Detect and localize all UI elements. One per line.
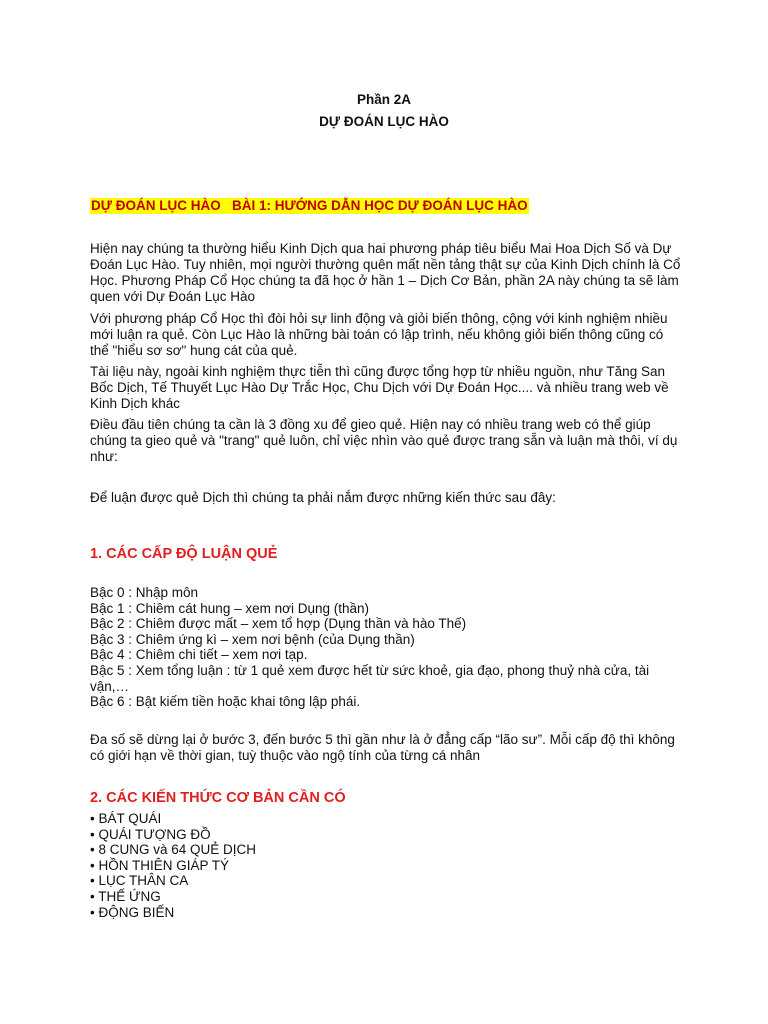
list-item: Bậc 3 : Chiêm ứng kì – xem nơi bệnh (của Dụng thần) xyxy=(90,631,415,647)
part-label: Phần 2A xyxy=(356,92,411,107)
list-item: Bậc 0 : Nhập môn xyxy=(90,585,199,600)
list-item: • HỒN THIÊN GIÁP TÝ xyxy=(90,857,230,873)
paragraph: Đa số sẽ dừng lại ở bước 3, đến bước 5 thì gần như là ở đẳng cấp “lão sư”. Mỗi cấp độ thì không có giới hạn về thời gian, tuỳ thuộc vào ngộ tính của từng cá nhân xyxy=(90,732,675,763)
list-item: • QUÁI TƯỢNG ĐỒ xyxy=(90,826,211,842)
levels-list xyxy=(90,585,660,710)
paragraph: Điều đầu tiên chúng ta cần là 3 đồng xu để gieo quẻ. Hiện nay có nhiều trang web có thể giúp chúng ta gieo quẻ và "trang" quẻ luôn, chỉ việc nhìn vào quẻ được trang sẵn và luận mà thôi, ví dụ như: xyxy=(90,417,678,464)
list-item: • ĐỘNG BIẾN xyxy=(90,904,175,920)
list-item: Bậc 6 : Bật kiếm tiền hoặc khai tông lập phái. xyxy=(90,694,361,710)
paragraph: Để luận được quẻ Dịch thì chúng ta phải nắm được những kiến thức sau đây: xyxy=(90,490,556,505)
section-heading: 2. CÁC KIẾN THỨC CƠ BẢN CẦN CÓ xyxy=(90,790,346,806)
lesson-heading: DỰ ĐOÁN LỤC HÀO BÀI 1: HƯỚNG DẪN HỌC DỰ ĐOÁN LỤC HÀO xyxy=(91,198,528,213)
paragraph: Với phương pháp Cổ Học thì đòi hỏi sự linh động và giỏi biến thông, cộng với kinh nghiệm nhiều mới luận ra quẻ. Còn Lục Hào là những bài toán có lập trình, nếu không giỏi biến thông cũng có thể "hiểu sơ sơ" hung cát của quẻ. xyxy=(90,311,668,358)
list-item: Bậc 2 : Chiêm được mất – xem tổ hợp (Dụng thần và hào Thế) xyxy=(90,616,467,632)
list-item: • LỤC THÂN CA xyxy=(90,873,189,889)
section-heading: 1. CÁC CẤP ĐỘ LUẬN QUẺ xyxy=(90,546,278,562)
list-item: • THẾ ỨNG xyxy=(90,888,161,904)
paragraph: Tài liệu này, ngoài kinh nghiệm thực tiễn thì cũng được tổng hợp từ nhiều nguồn, như Tăng San Bốc Dịch, Tế Thuyết Lục Hào Dự Trắc Học, Chu Dịch với Dự Đoán Học.... và nhiều trang web về Kinh Dịch khác xyxy=(90,364,669,411)
list-item: Bậc 5 : Xem tổng luận : từ 1 quẻ xem được hết từ sức khoẻ, gia đạo, phong thuỷ nhà cửa, tài vận,… xyxy=(90,662,650,694)
paragraph: Hiện nay chúng ta thường hiểu Kinh Dịch qua hai phương pháp tiêu biểu Mai Hoa Dịch Số và Dự Đoán Lục Hào. Tuy nhiên, mọi người thường quên mất nền tảng thật sự của Kinh Dịch chính là Cổ Học. Phương Pháp Cổ Học chúng ta đã học ở hần 1 – Dịch Cơ Bản, phần 2A này chúng ta sẽ làm quen với Dự Đoán Lục Hào xyxy=(90,241,681,304)
list-item: • BÁT QUÁI xyxy=(90,811,162,826)
list-item: • 8 CUNG và 64 QUẺ DỊCH xyxy=(90,842,257,858)
document-title: DỰ ĐOÁN LỤC HÀO xyxy=(319,114,449,129)
list-item: Bậc 4 : Chiêm chi tiết – xem nơi tạp. xyxy=(90,647,308,663)
list-item: Bậc 1 : Chiêm cát hung – xem nơi Dụng (thần) xyxy=(90,600,369,616)
knowledge-list xyxy=(90,811,660,920)
